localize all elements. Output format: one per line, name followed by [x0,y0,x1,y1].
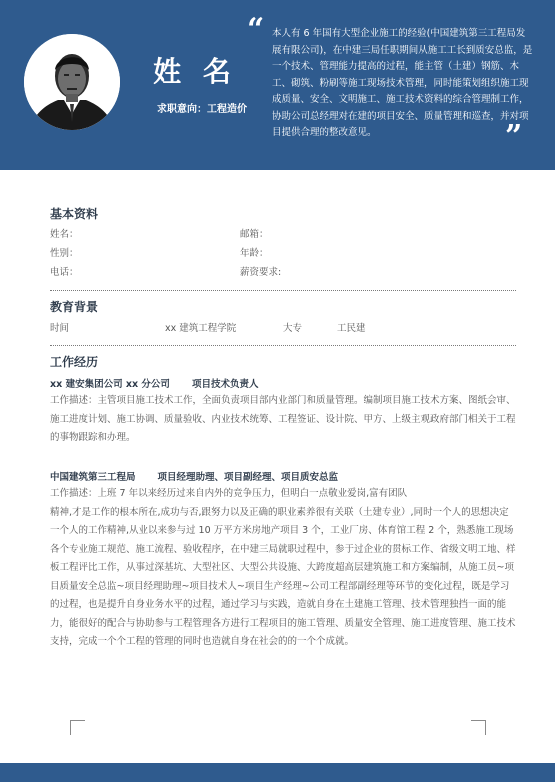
open-quote-icon: “ [247,12,265,47]
education-school: xx 建筑工程学院 [165,323,237,334]
avatar [24,34,120,130]
corner-mark-left [70,720,85,735]
job1-company: xx 建安集团公司 xx 分公司 [50,379,170,390]
salary-label: 薪资要求: [240,267,282,278]
job-intent: 求职意向：工程造价 [157,104,247,115]
portrait-photo-icon [24,34,120,130]
section-title-work: 工作经历 [50,355,99,369]
education-degree: 大专 [283,323,303,334]
job2-header [50,469,360,483]
gender-label: 性别： [50,248,79,259]
job2-description [50,485,518,652]
header-banner [0,0,555,170]
education-time: 时间 [50,323,70,334]
name-label: 姓名： [50,229,79,240]
close-quote-icon: ” [505,119,523,154]
education-major: 工民建 [337,323,366,334]
job1-header [50,376,280,390]
footer-bar [0,763,555,782]
job1-description: 工作描述：主管项目施工技术工作，全面负责项目部内业部门和质量管理。编制项目施工技术方案、图纸会审、施工进度计划、施工协调、质量验收、内业技术统筹、工程签证、设计院、甲方、上级主观政府部门相关于工程的事物跟踪和办理。 [50,395,516,443]
job2-description-rest: 精神,才是工作的根本所在,成功与否,跟努力以及正确的职业素养很有关联（土建专业）,同时一个人的思想决定一个人的工作精神,从业以来参与过 10 万平方米房地产项目 3 个，工业厂房、体育馆工程 2 个，熟悉施工现场各个专业施工规范、施工流程、验收程序，在中建三局就职过程中，参于过企业的贯标工作、省级文明工地、样板工程评比工作，从事过深基坑、大型社区、大型公共设施、大跨度超高层建筑施工和方案编制，从施工员~项目质量安全总监~项目经理助理~项目技术人~项目生产经理~公司工程部副经理等环节的变化过程，既是学习的过程，也是提升自身业务水平的过程，通过学习与实践，造就自身在土建施工管理、技术管理独挡一面的能力，能很好的配合与协助参与工程管理各方进行工程项目的施工管理、质量安全管理、施工进度管理、施工技术支持，完成一个个工程的管理的同时也造就自身在社会的的一个个成就。 [50,506,516,647]
job1-position: 项目技术负责人 [191,379,259,390]
self-summary: 本人有 6 年国有大型企业施工的经验(中国建筑第三工程局发展有限公司)，在中建三局任职期间从施工工长到质安总监，是一个技术、管理能力提高的过程，能主管（土建）钢筋、木工、砌筑、粉刷等施工现场技术管理，同时能策划组织施工现成质量、安全、文明施工、施工技术资料的综合管理制工作，协助公司总经理对在建的项目安全、质量管理和巡查，并对项目提供合理的整改意见。 [272,28,533,138]
job2-company: 中国建筑第三工程局 [50,472,136,483]
section-title-education: 教育背景 [50,300,99,314]
section-title-basic: 基本资料 [50,207,99,221]
age-label: 年龄： [240,248,269,259]
phone-label: 电话： [50,267,79,278]
divider [50,290,516,291]
corner-mark-right [471,720,486,735]
divider [50,345,516,346]
job2-position: 项目经理助理、项目副经理、项目质安总监 [157,472,339,483]
candidate-name: 姓 名 [153,55,237,88]
job2-description-line1: 工作描述：上班 7 年以来经历过来自内外的竞争压力，但明白一点敬业爱岗,富有团队 [50,488,408,499]
email-label: 邮箱： [240,229,269,240]
